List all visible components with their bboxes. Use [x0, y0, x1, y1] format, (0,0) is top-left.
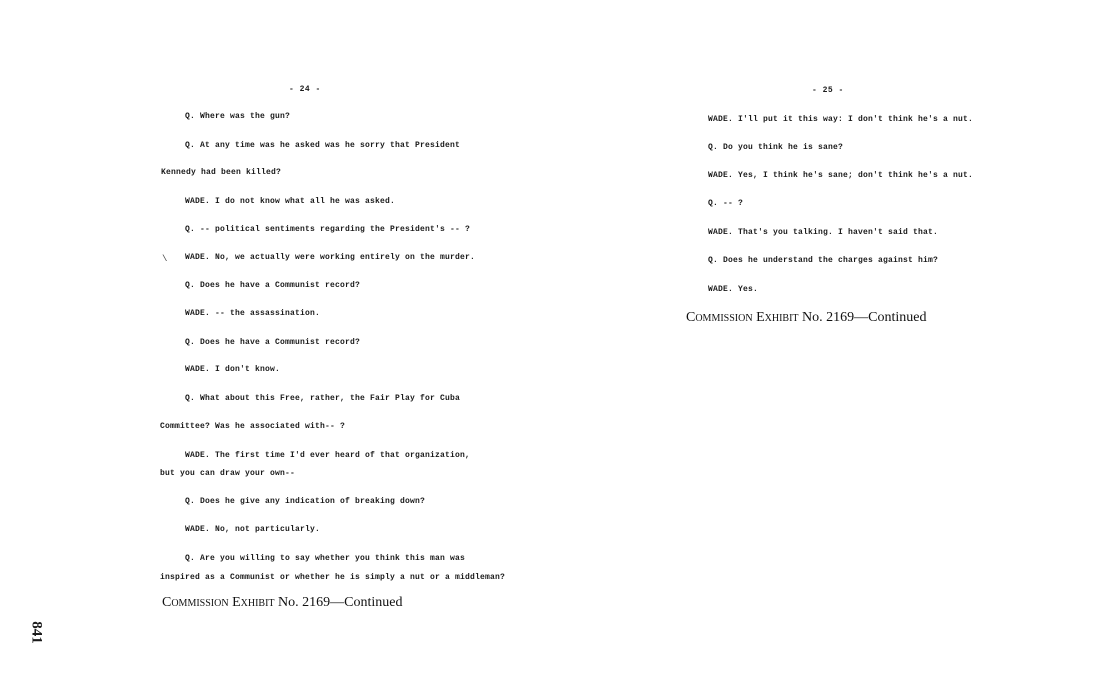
- transcript-line: Q. What about this Free, rather, the Fair Play for Cuba: [185, 394, 461, 403]
- transcript-line: Q. -- political sentiments regarding the President's -- ?: [185, 225, 471, 234]
- transcript-line: Q. -- ?: [708, 199, 744, 208]
- transcript-line: but you can draw your own--: [160, 469, 296, 478]
- transcript-line: WADE. Yes.: [708, 285, 759, 294]
- transcript-line: WADE. I don't know.: [185, 365, 281, 374]
- transcript-line: Q. At any time was he asked was he sorry that President: [185, 141, 461, 150]
- transcript-line: WADE. No, we actually were working entirely on the murder.: [185, 253, 476, 262]
- transcript-line: Q. Does he have a Communist record?: [185, 338, 361, 347]
- transcript-line: Q. Do you think he is sane?: [708, 143, 844, 152]
- side-page-number: 841: [28, 621, 45, 644]
- exhibit-caption-prefix: Commission Exhibit: [162, 595, 275, 610]
- exhibit-caption-number: No. 2169—Continued: [278, 595, 403, 610]
- transcript-line: WADE. I do not know what all he was asked.: [185, 197, 396, 206]
- transcript-line: Q. Where was the gun?: [185, 112, 291, 121]
- exhibit-caption-number: No. 2169—Continued: [802, 310, 927, 325]
- transcript-line: Q. Does he give any indication of breaking down?: [185, 497, 426, 506]
- transcript-line: WADE. That's you talking. I haven't said that.: [708, 228, 939, 237]
- transcript-line: Q. Are you willing to say whether you think this man was: [185, 554, 466, 563]
- transcript-line: WADE. No, not particularly.: [185, 525, 321, 534]
- exhibit-caption: [162, 595, 402, 611]
- exhibit-caption: [686, 310, 926, 326]
- transcript-line: inspired as a Communist or whether he is simply a nut or a middleman?: [160, 573, 506, 582]
- page-number-24: - 24 -: [289, 85, 321, 94]
- page-number-25: - 25 -: [812, 86, 844, 95]
- transcript-line: WADE. -- the assassination.: [185, 309, 321, 318]
- transcript-line: WADE. The first time I'd ever heard of that organization,: [185, 451, 471, 460]
- exhibit-caption-prefix: Commission Exhibit: [686, 310, 799, 325]
- transcript-line: WADE. I'll put it this way: I don't think he's a nut.: [708, 115, 974, 124]
- transcript-line: Q. Does he understand the charges against him?: [708, 256, 939, 265]
- transcript-line: WADE. Yes, I think he's sane; don't think he's a nut.: [708, 171, 974, 180]
- margin-mark: \: [162, 254, 168, 264]
- transcript-line: Kennedy had been killed?: [161, 168, 282, 177]
- right-page: [547, 0, 1094, 691]
- transcript-line: Q. Does he have a Communist record?: [185, 281, 361, 290]
- transcript-line: Committee? Was he associated with-- ?: [160, 422, 346, 431]
